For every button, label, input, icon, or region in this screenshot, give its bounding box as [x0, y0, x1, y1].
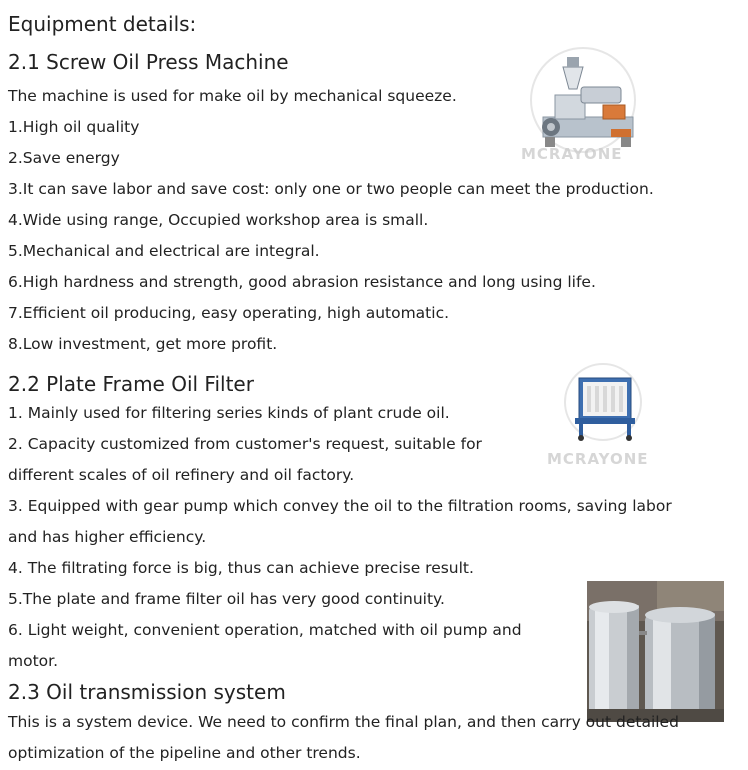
oil-tank-photo [587, 581, 724, 722]
equipment-details-heading: Equipment details: [8, 12, 197, 36]
text-line: 8.Low investment, get more profit. [8, 335, 278, 353]
text-line: 5.Mechanical and electrical are integral. [8, 242, 320, 260]
text-line: 6.High hardness and strength, good abrasion resistance and long using life. [8, 273, 596, 291]
text-line: different scales of oil refinery and oil factory. [8, 466, 355, 484]
watermark-text: MCRAYONE [547, 450, 649, 468]
section-title-plate-frame-filter: 2.2 Plate Frame Oil Filter [8, 372, 254, 396]
text-line: 4. The filtrating force is big, thus can achieve precise result. [8, 559, 474, 577]
text-line: 3. Equipped with gear pump which convey the oil to the filtration rooms, saving labor [8, 497, 672, 515]
section-title-oil-transmission: 2.3 Oil transmission system [8, 680, 286, 704]
text-line: 4.Wide using range, Occupied workshop area is small. [8, 211, 429, 229]
text-line: 6. Light weight, convenient operation, matched with oil pump and [8, 621, 522, 639]
text-line: The machine is used for make oil by mechanical squeeze. [8, 87, 457, 105]
screw-oil-press-image [515, 45, 650, 167]
text-line: 3.It can save labor and save cost: only one or two people can meet the production. [8, 180, 654, 198]
text-line: 2. Capacity customized from customer's request, suitable for [8, 435, 482, 453]
text-line: optimization of the pipeline and other trends. [8, 744, 361, 762]
watermark-text: MCRAYONE [521, 145, 623, 163]
text-line: 1. Mainly used for filtering series kinds of plant crude oil. [8, 404, 450, 422]
text-line: 2.Save energy [8, 149, 120, 167]
text-line: and has higher efficiency. [8, 528, 207, 546]
text-line: 5.The plate and frame filter oil has very good continuity. [8, 590, 445, 608]
plate-frame-filter-image [545, 360, 670, 472]
text-line: 7.Efficient oil producing, easy operating, high automatic. [8, 304, 450, 322]
text-line: This is a system device. We need to confirm the final plan, and then carry out detailed [8, 713, 679, 731]
section-title-screw-oil-press: 2.1 Screw Oil Press Machine [8, 50, 289, 74]
text-line: motor. [8, 652, 59, 670]
text-line: 1.High oil quality [8, 118, 140, 136]
